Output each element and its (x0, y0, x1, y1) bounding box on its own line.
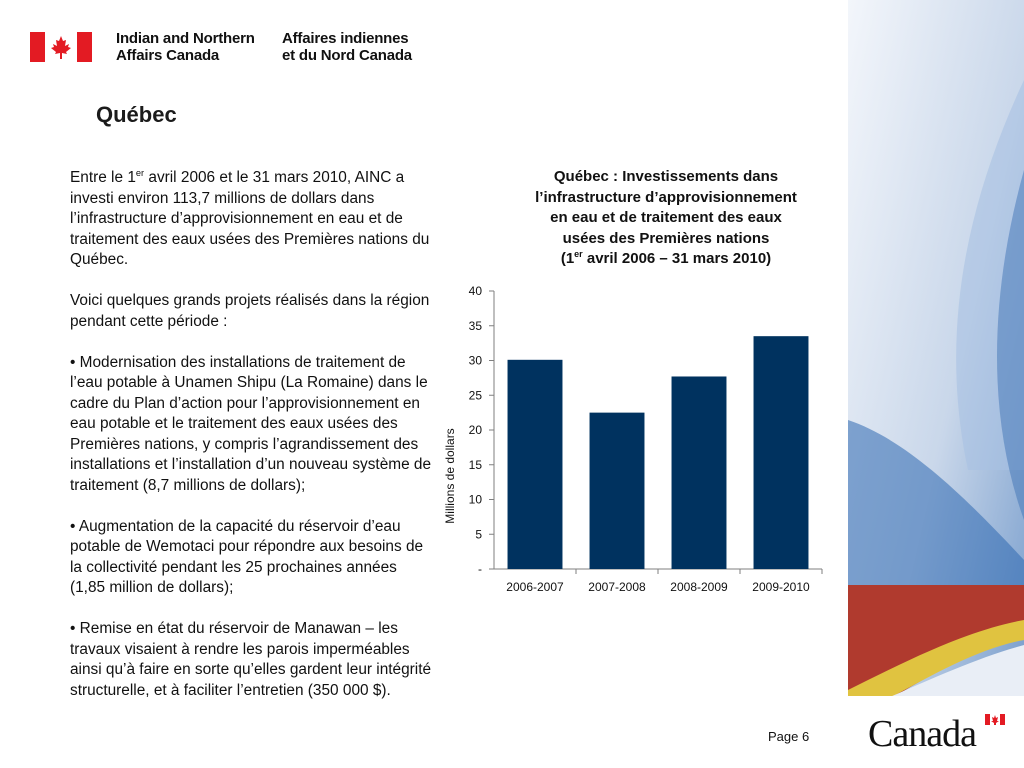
chart-title-line5-pre: (1 (560, 250, 575, 267)
projects-intro-paragraph: Voici quelques grands projets réalisés dans la région pendant cette période : (70, 292, 430, 330)
chart-title-line1: Québec : Investissements dans (553, 168, 779, 185)
project-bullet-manawan: • Remise en état du réservoir de Manawan – les travaux visaient à rendre les parois imperméables ainsi qu’à faire en sorte qu’elles gardent leur intégrité structurelle, et à faciliter l’entretien (350 000 $). (70, 620, 432, 699)
y-tick-label: 20 (468, 423, 482, 437)
svg-text:Canada: Canada (868, 713, 976, 752)
body-text (70, 168, 436, 701)
intro-paragraph (70, 168, 436, 271)
y-axis-ticks (469, 284, 494, 576)
page-number: Page 6 (768, 729, 810, 744)
chart-title-line5-post: avril 2006 – 31 mars 2010) (582, 250, 772, 267)
y-axis-label: Millions de dollars (443, 428, 457, 524)
bars-group (508, 336, 809, 569)
intro-text-post: avril 2006 et le 31 mars 2010, AINC a investi environ 113,7 millions de dollars dans l’infrastructure d’approvisionnement en eau et de traitement des eaux usées des Premières nations du Québec. (70, 169, 430, 268)
project-bullet-wemotaci: • Augmentation de la capacité du réservoir d’eau potable de Wemotaci pour répondre aux besoins de la collectivité pendant les 25 prochaines années (1,85 million de dollars); (70, 517, 424, 596)
y-tick-label: 40 (468, 284, 482, 298)
bar-2006-2007 (508, 360, 563, 569)
bar-chart (430, 280, 830, 605)
x-tick-label: 2007-2008 (588, 580, 646, 594)
chart-title-line3: en eau et de traitement des eaux (550, 209, 782, 226)
chart-title (500, 167, 832, 270)
y-tick-label: 35 (468, 318, 482, 333)
chart-title-line4: usées des Premières nations (562, 229, 770, 247)
y-tick-label: - (478, 562, 482, 576)
project-bullet-unamen-shipu: • Modernisation des installations de traitement de l’eau potable à Unamen Shipu (La Romaine) dans le cadre du Plan d’action pour l’approvisionnement en eau potable et le traitement des eaux usées des Premières nations, y compris l’agrandissement des installations et l’installation d’un nouveau système de traitement (8,7 millions de dollars); (70, 353, 432, 494)
chart-title-line2: l’infrastructure d’approvisionnement (535, 188, 797, 206)
intro-text-pre: Entre le 1 (70, 169, 136, 186)
header-fip-signature (30, 30, 450, 70)
chart-title-line5 (500, 249, 832, 270)
canada-flag-icon (30, 32, 92, 62)
y-tick-label: 5 (475, 527, 482, 542)
y-tick-label: 10 (468, 492, 482, 507)
bar-2009-2010 (754, 336, 809, 569)
slide-title: Québec (96, 102, 177, 127)
department-name-french (282, 30, 412, 64)
chart-title-line5-sup: er (574, 249, 583, 259)
x-tick-label: 2008-2009 (670, 580, 728, 594)
canada-wordmark-logo (868, 712, 1008, 752)
department-en-line2: Affairs Canada (116, 47, 220, 64)
y-tick-label: 25 (468, 388, 482, 403)
decorative-side-panel (848, 0, 1024, 768)
x-tick-label: 2006-2007 (506, 580, 564, 594)
bar-2008-2009 (672, 376, 727, 569)
x-axis-tick-labels (506, 569, 822, 594)
y-tick-label: 15 (468, 457, 482, 472)
y-tick-label: 30 (468, 353, 482, 368)
bar-2007-2008 (590, 413, 645, 569)
x-tick-label: 2009-2010 (752, 580, 810, 594)
intro-text-sup: er (135, 167, 145, 178)
department-name-english (116, 30, 255, 64)
department-fr-line1: Affaires indiennes (282, 30, 409, 47)
department-en-line1: Indian and Northern (116, 30, 255, 47)
department-fr-line2: et du Nord Canada (282, 47, 412, 64)
